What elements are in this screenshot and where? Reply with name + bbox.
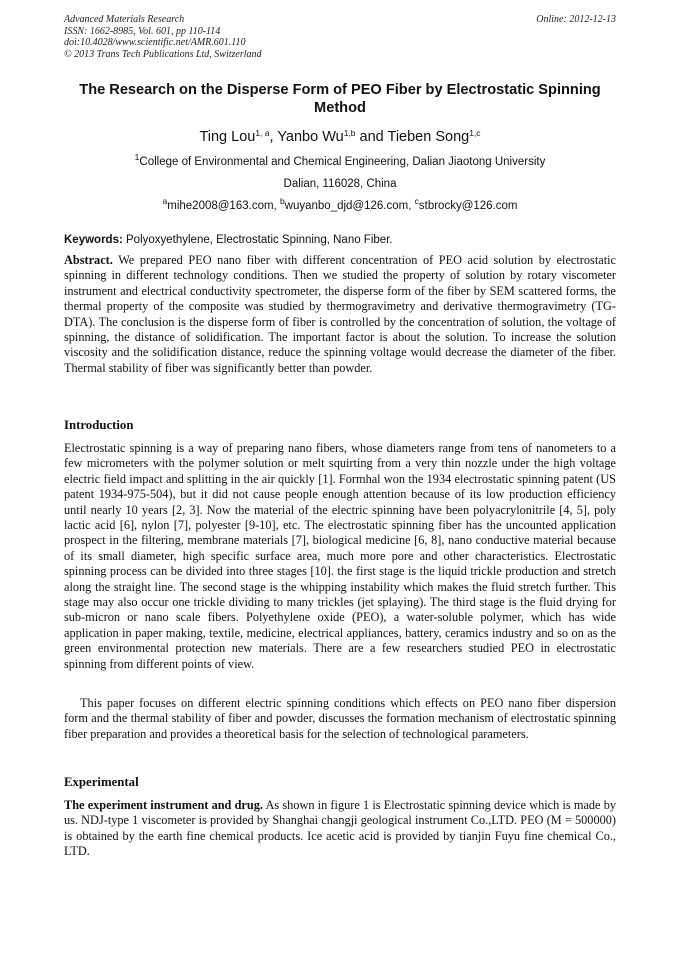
author-name: Ting Lou	[199, 129, 256, 145]
online-date: Online: 2012-12-13	[536, 14, 616, 25]
author-sup: 1,c	[469, 128, 481, 138]
introduction-heading: Introduction	[64, 418, 134, 432]
author-sup: 1,b	[343, 128, 356, 138]
author-list: Ting Lou$^{1, a}$, Yanbo Wu$^{1,b}$ and Tieben Song$^{1,c}$	[199, 128, 481, 145]
keywords-text: Polyoxyethylene, Electrostatic Spinning, Nano Fiber.	[126, 234, 393, 246]
experimental-lead: The experiment instrument and drug.	[64, 798, 263, 812]
paper-title: The Research on the Disperse Form of PEO Fiber by Electrostatic Spinning Method	[79, 82, 601, 116]
email-sup: a	[162, 196, 168, 206]
journal-copyright: © 2013 Trans Tech Publications Ltd, Switzerland	[64, 48, 262, 60]
email-sup: c	[414, 196, 419, 206]
affiliation-text: College of Environmental and Chemical Engineering, Dalian Jiaotong University	[139, 156, 546, 168]
abstract	[64, 253, 616, 376]
author-sup: 1, a	[255, 128, 270, 138]
author-emails: $^a$mihe2008@163.com, $^b$wuyanbo_djd@126.com, $^c$stbrocky@126.com	[162, 196, 518, 212]
introduction-paragraph-2: This paper focuses on different electric spinning conditions which effects on PEO nano fiber dispersion form and the thermal stability of fiber and powder, discusses the formation mechanism of electrostatic spinning fiber preparation and provides a theoretical basis for the selection of technological parameters.	[64, 696, 616, 741]
abstract-label: Abstract.	[64, 253, 113, 267]
keywords-label: Keywords:	[64, 234, 123, 246]
affiliation-line-1	[64, 152, 616, 168]
author-name: Tieben Song	[387, 129, 470, 145]
journal-name: Advanced Materials Research	[64, 14, 185, 25]
email-c: stbrocky@126.com	[418, 200, 518, 212]
abstract-text: We prepared PEO nano fiber with different concentration of PEO acid solution by electrostatic spinning in different technology conditions. Then we studied the property of solution by rotary viscometer instrument and electrical conductivity spectrometer, the disperse form of the fiber by SEM scattered forms, the thermal property of the composite was studied by thermogravimetry and derivative thermogravimetry (TG-DTA). The conclusion is the disperse form of fiber is controlled by the concentration of solution, the voltage of spinning, the distance of solidification. The important factor is about the solution. To increase the solution viscosity and the solidification distance, reduce the spinning voltage would decrease the diameter of the fiber. Thermal stability of fiber was significantly better than powder.	[64, 253, 616, 375]
affiliation-sup: 1	[134, 152, 140, 162]
email-a: mihe2008@163.com	[167, 200, 274, 212]
journal-doi: doi:10.4028/www.scientific.net/AMR.601.110	[64, 37, 246, 48]
introduction-paragraph-1: Electrostatic spinning is a way of preparing nano fibers, whose diameters range from tens of nanometers to a few micrometers with the polymer solution or melt squirting from a very thin nozzle under the high voltage electric field impact and splitting in the air quickly [1]. Formhal won the 1934 electrostatic spinning patent (US patent 1934-975-504), but it did not cause people enough attention because of its low production efficiency until nearly 10 years [2, 3]. Now the material of the electric spinning have been polyacrylonitrile [4, 5], poly lactic acid [6], nylon [7], polyester [9-10], etc. The electrostatic spinning fiber has the uncounted application prospect in the filtering, membrane materials [7], biological medicine [6, 8], nano conductive material because of its small diameter, high specific surface area, much more pore and other characteristics. Electrostatic spinning process can be divided into three stages [10]. the first stage is the liquid trickle production and stretch along the straight line. The second stage is the whipping instability which makes the fluid stretch further. This stage may also occur one trickle dividing to many trickles (jet splaying). The third stage is the fluid drying for sub-micron or nano scale fibers. Polyethylene oxide (PEO), a water-soluble polymer, which has wide application in paper making, textile, medicine, electrical appliances, battery, ceramics industry and so on as the green environmental protection new materials. There are a few researchers studied PEO in electrostatic spinning from different points of view.	[64, 441, 616, 671]
experimental-paragraph	[64, 798, 616, 860]
affiliation-line-2: Dalian, 116028, China	[283, 178, 397, 190]
email-sup: b	[279, 196, 285, 206]
journal-header	[64, 14, 616, 60]
experimental-heading: Experimental	[64, 775, 139, 789]
keywords	[64, 234, 616, 246]
experimental-text: As shown in figure 1 is Electrostatic spinning device which is made by us. NDJ-type 1 viscometer is provided by Shanghai changji geological instrument Co.,LTD. PEO (M = 500000) is obtained by the earth fine chemical products. Ice acetic acid is provided by tianjin Fuyu fine chemical Co., LTD.	[64, 798, 617, 859]
email-b: wuyanbo_djd@126.com	[284, 200, 409, 212]
author-name: Yanbo Wu	[277, 129, 344, 145]
journal-issn: ISSN: 1662-8985, Vol. 601, pp 110-114	[64, 25, 221, 37]
